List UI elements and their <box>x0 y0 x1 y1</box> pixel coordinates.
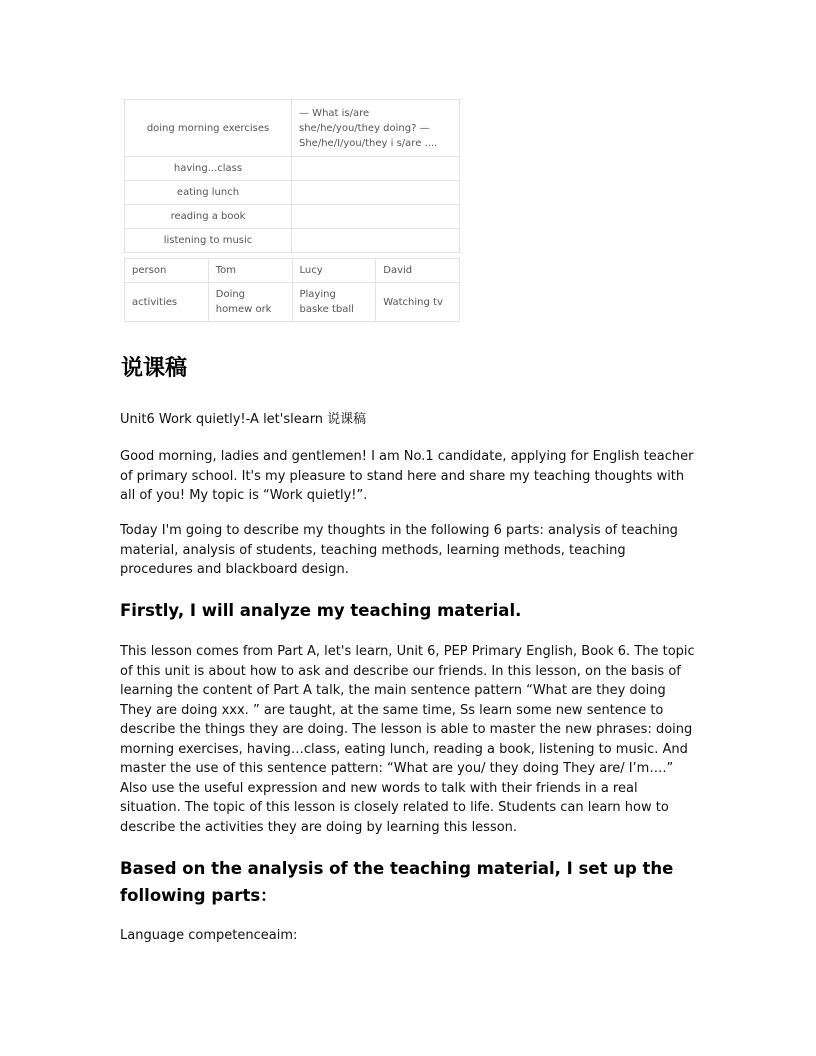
phrase-cell: doing morning exercises <box>125 100 292 157</box>
phrase-cell: eating lunch <box>125 181 292 205</box>
document-heading: 说课稿 <box>121 356 188 381</box>
header-cell: person <box>125 259 209 283</box>
phrase-cell: listening to music <box>125 229 292 253</box>
empty-cell <box>292 205 460 229</box>
empty-cell <box>292 157 460 181</box>
header-cell: Tom <box>208 259 292 283</box>
section-heading-teaching-material: Firstly, I will analyze my teaching material. <box>120 601 522 620</box>
teaching-material-paragraph: This lesson comes from Part A, let's learn, Unit 6, PEP Primary English, Book 6. The topic of this unit is about how to ask and describe our friends. In this lesson, on the basis of learning the content of Part A talk, the main sentence pattern “What are they doing They are doing xxx. ” are taught, at the same time, Ss learn some new sentence to describe the things they are doing. The lesson is able to master the new phrases: doing morning exercises, having…class, eating lunch, reading a book, listening to music. And master the use of this sentence pattern: “What are you/ they doing They are/ I’m….” Also use the useful expression and new words to talk with their friends in a real situation. The topic of this lesson is closely related to life. Students can learn how to describe the activities they are doing by learning this lesson. <box>120 644 695 835</box>
activity-cell: Doing homew ork <box>208 283 292 322</box>
outline-paragraph: Today I'm going to describe my thoughts in the following 6 parts: analysis of teaching material, analysis of students, teaching methods, learning methods, teaching procedures and blackboard design. <box>120 523 678 577</box>
intro-paragraph: Good morning, ladies and gentlemen! I am No.1 candidate, applying for English teacher of primary school. It's my pleasure to stand here and share my teaching thoughts with all of you! My topic is “Work quietly!”. <box>120 449 694 503</box>
phrase-table <box>124 99 460 253</box>
empty-cell <box>292 181 460 205</box>
activity-cell: Watching tv <box>376 283 460 322</box>
phrase-cell: having...class <box>125 157 292 181</box>
section-heading-aims: Based on the analysis of the teaching material, I set up the following parts： <box>120 859 674 905</box>
header-cell: David <box>376 259 460 283</box>
activity-cell: Playing baske tball <box>292 283 376 322</box>
activity-table <box>124 258 460 322</box>
header-cell: Lucy <box>292 259 376 283</box>
sentence-pattern-cell: — What is/are she/he/you/they doing? —She/he/I/you/they i s/are .... <box>292 100 460 157</box>
language-aim-label: Language competenceaim: <box>120 928 298 943</box>
row-label-cell: activities <box>125 283 209 322</box>
subtitle: Unit6 Work quietly!-A let'slearn 说课稿 <box>120 412 367 427</box>
phrase-cell: reading a book <box>125 205 292 229</box>
empty-cell <box>292 229 460 253</box>
